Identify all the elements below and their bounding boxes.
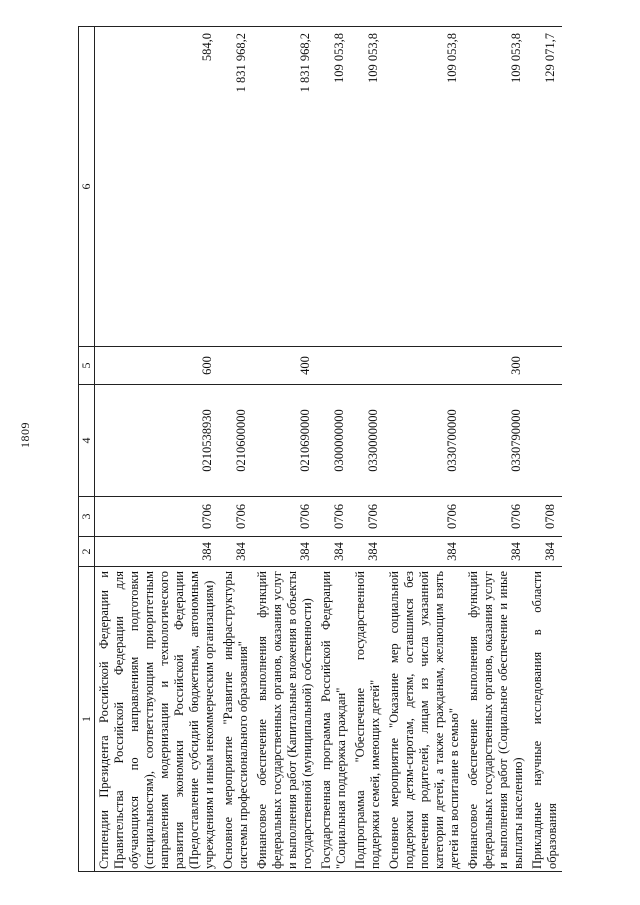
row-sum: 109 053,8 — [464, 27, 528, 347]
row-cs: 0300000000 — [317, 385, 351, 497]
row-rz: 0706 — [351, 497, 385, 537]
row-vr — [351, 347, 385, 385]
row-vr: 600 — [95, 347, 220, 385]
table-row — [528, 27, 562, 872]
row-vr: 300 — [464, 347, 528, 385]
table-row — [317, 27, 351, 872]
row-gr: 384 — [317, 537, 351, 567]
row-gr: 384 — [528, 537, 562, 567]
row-name: Стипендии Президента Российской Федерации и Правительства Российской Федерации для обучающихся по направлениям подготовки (специальностям), соответствующим приоритетным направлениям модернизации и технологического развития экономики Российской Федерации (Предоставление субсидий бюджетным, автономным учреждениям и иным некоммерческим организациям) — [95, 567, 220, 872]
row-sum: 109 053,8 — [385, 27, 464, 347]
row-cs: 0210600000 — [219, 385, 253, 497]
row-sum: 584,0 — [95, 27, 220, 347]
row-rz: 0706 — [317, 497, 351, 537]
row-sum: 1 831 968,2 — [253, 27, 317, 347]
row-name: Основное мероприятие "Оказание мер социальной поддержки детям-сиротам, детям, оставшимся без попечения родителей, лицам из числа указанной категории детей, а также гражданам, желающим взять детей на воспитание в семью" — [385, 567, 464, 872]
budget-table-sheet — [78, 27, 608, 872]
row-vr — [219, 347, 253, 385]
row-gr: 384 — [464, 537, 528, 567]
row-cs: 0330700000 — [385, 385, 464, 497]
row-gr: 384 — [95, 537, 220, 567]
header-cell: 5 — [79, 347, 95, 385]
row-vr: 400 — [253, 347, 317, 385]
row-cs: 0330790000 — [464, 385, 528, 497]
row-name: Государственная программа Российской Федерации "Социальная поддержка граждан" — [317, 567, 351, 872]
row-rz: 0706 — [253, 497, 317, 537]
row-name: Финансовое обеспечение выполнения функций федеральных государственных органов, оказания услуг и выполнения работ (Капитальные вложения в объекты государственной (муниципальной) собственности) — [253, 567, 317, 872]
table-row — [219, 27, 253, 872]
header-cell: 1 — [79, 567, 95, 872]
row-gr: 384 — [253, 537, 317, 567]
table-row — [253, 27, 317, 872]
row-cs: 0210690000 — [253, 385, 317, 497]
table-row — [351, 27, 385, 872]
row-name: Подпрограмма "Обеспечение государственной поддержки семей, имеющих детей" — [351, 567, 385, 872]
page-number: 1809 — [18, 422, 32, 448]
table-row — [385, 27, 464, 872]
row-rz: 0706 — [385, 497, 464, 537]
row-gr: 384 — [219, 537, 253, 567]
header-cell: 3 — [79, 497, 95, 537]
row-name: Финансовое обеспечение выполнения функций федеральных государственных органов, оказания услуг и выполнения работ (Социальное обеспечение и иные выплаты населению) — [464, 567, 528, 872]
header-row — [79, 27, 95, 872]
header-cell: 4 — [79, 385, 95, 497]
row-rz: 0706 — [464, 497, 528, 537]
row-gr: 384 — [385, 537, 464, 567]
row-vr — [385, 347, 464, 385]
row-sum: 1 831 968,2 — [219, 27, 253, 347]
row-vr — [317, 347, 351, 385]
budget-table — [78, 26, 562, 872]
table-row — [95, 27, 220, 872]
row-cs: 0210538930 — [95, 385, 220, 497]
row-vr — [528, 347, 562, 385]
row-sum: 109 053,8 — [317, 27, 351, 347]
row-gr: 384 — [351, 537, 385, 567]
row-rz: 0708 — [528, 497, 562, 537]
row-cs: 0330000000 — [351, 385, 385, 497]
header-cell: 2 — [79, 537, 95, 567]
table-row — [464, 27, 528, 872]
header-cell: 6 — [79, 27, 95, 347]
row-cs — [528, 385, 562, 497]
row-name: Прикладные научные исследования в области образования — [528, 567, 562, 872]
row-name: Основное мероприятие "Развитие инфраструктуры системы профессионального образования" — [219, 567, 253, 872]
row-sum: 129 071,7 — [528, 27, 562, 347]
row-rz: 0706 — [219, 497, 253, 537]
row-rz: 0706 — [95, 497, 220, 537]
row-sum: 109 053,8 — [351, 27, 385, 347]
